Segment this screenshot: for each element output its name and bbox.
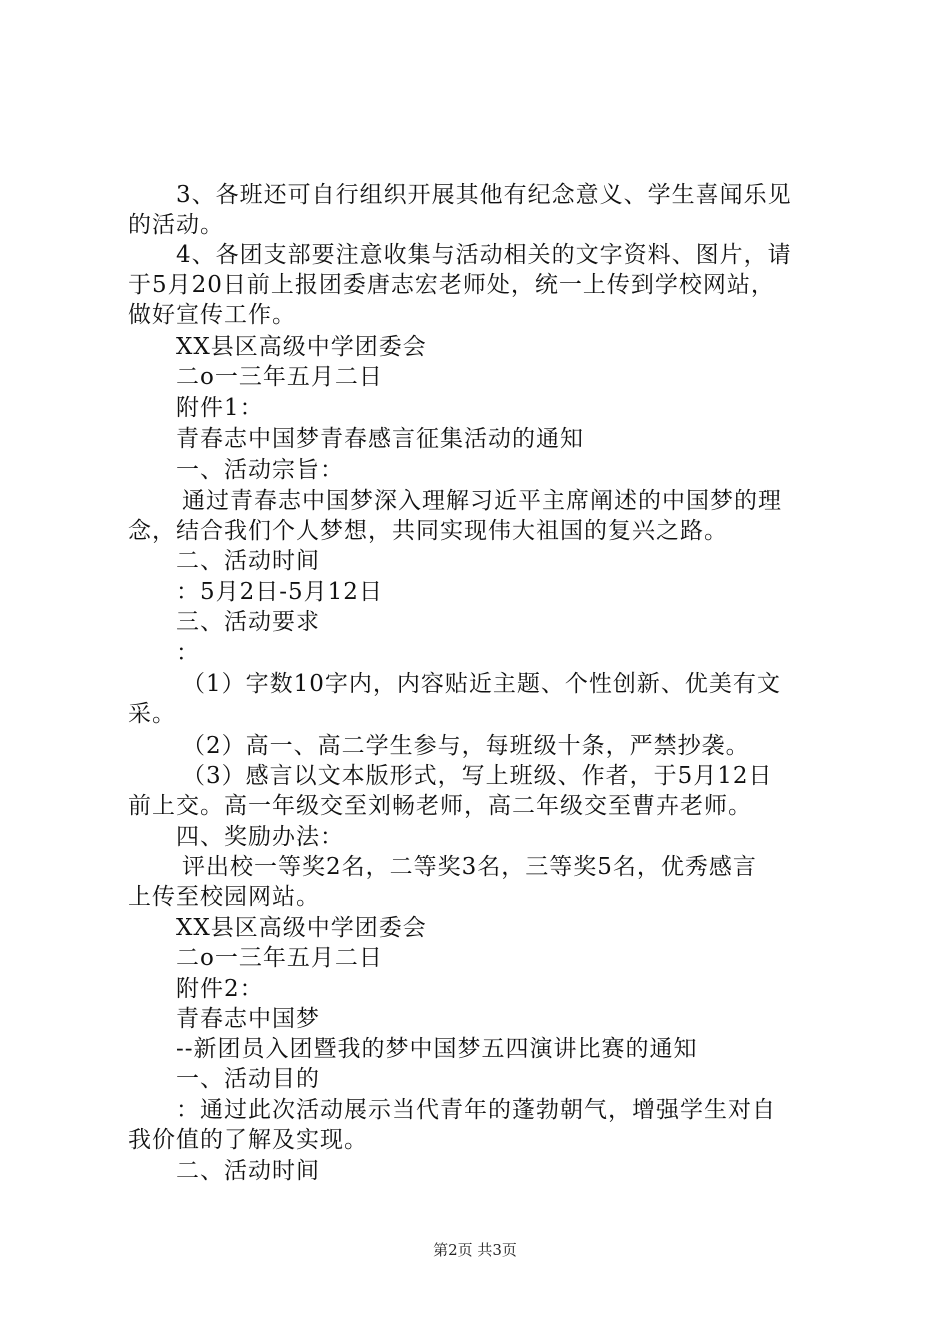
paragraph-line: 念，结合我们个人梦想，共同实现伟大祖国的复兴之路。 xyxy=(128,518,728,544)
paragraph-line: （1）字数10字内，内容贴近主题、个性创新、优美有文 xyxy=(182,671,781,697)
paragraph-line: ： xyxy=(176,640,200,666)
paragraph-line: （3）感言以文本版形式，写上班级、作者，于5月12日 xyxy=(182,763,773,789)
attachment-label: 附件2： xyxy=(176,976,264,1002)
signature-org: XX县区高级中学团委会 xyxy=(176,915,427,941)
paragraph-line: 3、各班还可自行组织开展其他有纪念意义、学生喜闻乐见 xyxy=(176,182,792,208)
paragraph-line: 于5月20日前上报团委唐志宏老师处，统一上传到学校网站， xyxy=(128,272,775,298)
paragraph-line: 采。 xyxy=(128,701,176,727)
paragraph-line: 的活动。 xyxy=(128,212,224,238)
paragraph-line: 前上交。高一年级交至刘畅老师，高二年级交至曹卉老师。 xyxy=(128,793,752,819)
paragraph-line: （2）高一、高二学生参与，每班级十条，严禁抄袭。 xyxy=(182,733,750,759)
section-heading: 四、奖励办法： xyxy=(176,824,344,850)
paragraph-line: 我价值的了解及实现。 xyxy=(128,1127,368,1153)
attachment-subtitle: --新团员入团暨我的梦中国梦五四演讲比赛的通知 xyxy=(176,1036,698,1062)
paragraph-line: 评出校一等奖2名，二等奖3名，三等奖5名，优秀感言 xyxy=(182,854,757,880)
section-heading: 一、活动宗旨： xyxy=(176,457,344,483)
paragraph-line: 做好宣传工作。 xyxy=(128,302,296,328)
paragraph-line: 4、各团支部要注意收集与活动相关的文字资料、图片，请 xyxy=(176,242,792,268)
attachment-title: 青春志中国梦青春感言征集活动的通知 xyxy=(176,426,584,452)
page-number-footer: 第2页 共3页 xyxy=(433,1241,517,1259)
signature-org: XX县区高级中学团委会 xyxy=(176,334,427,360)
paragraph-line: ：通过此次活动展示当代青年的蓬勃朝气，增强学生对自 xyxy=(176,1097,776,1123)
signature-date: 二o一三年五月二日 xyxy=(176,364,383,390)
signature-date: 二o一三年五月二日 xyxy=(176,945,383,971)
section-heading: 二、活动时间 xyxy=(176,1158,320,1184)
attachment-label: 附件1： xyxy=(176,395,264,421)
section-heading: 三、活动要求 xyxy=(176,609,320,635)
attachment-title: 青春志中国梦 xyxy=(176,1006,320,1032)
section-heading: 二、活动时间 xyxy=(176,548,320,574)
paragraph-line: ：5月2日-5月12日 xyxy=(176,579,383,605)
paragraph-line: 上传至校园网站。 xyxy=(128,884,320,910)
paragraph-line: 通过青春志中国梦深入理解习近平主席阐述的中国梦的理 xyxy=(182,488,782,514)
section-heading: 一、活动目的 xyxy=(176,1066,320,1092)
